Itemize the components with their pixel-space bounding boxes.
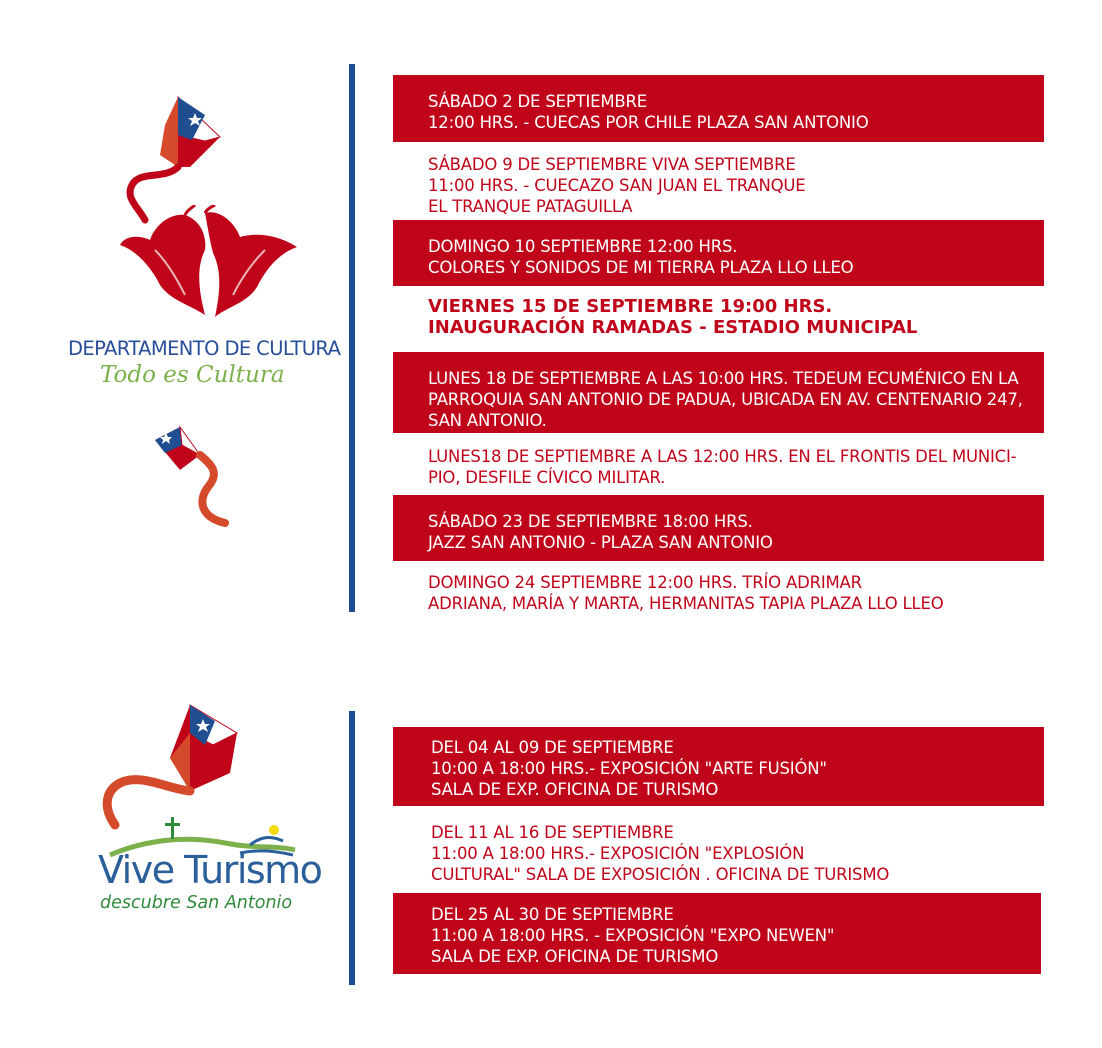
event-1-3: DOMINGO 10 SEPTIEMBRE 12:00 HRS. COLORES Y SONIDOS DE MI TIERRA PLAZA LLO LLEO [393, 220, 1044, 286]
vertical-divider-1 [349, 64, 355, 612]
small-kite-icon [150, 425, 245, 530]
event-1-4: VIERNES 15 DE SEPTIEMBRE 19:00 HRS. INAUGURACIÓN RAMADAS - ESTADIO MUNICIPAL [393, 292, 1044, 346]
sun-icon [268, 824, 280, 836]
event-1-8: DOMINGO 24 SEPTIEMBRE 12:00 HRS. TRÍO ADRIMAR ADRIANA, MARÍA Y MARTA, HERMANITAS TAPIA PLAZA LLO LLEO [393, 568, 1044, 618]
kite-icon [95, 703, 245, 833]
vertical-divider-2 [349, 711, 355, 985]
event-2-1: DEL 04 AL 09 DE SEPTIEMBRE 10:00 A 18:00 HRS.- EXPOSICIÓN "ARTE FUSIÓN" SALA DE EXP. OFICINA DE TURISMO [393, 727, 1044, 806]
turismo-logo-subtitle: descubre San Antonio [100, 893, 293, 913]
event-1-1: SÁBADO 2 DE SEPTIEMBRE 12:00 HRS. - CUECAS POR CHILE PLAZA SAN ANTONIO [393, 75, 1044, 142]
culture-logo-subtitle: Todo es Cultura [100, 362, 285, 388]
event-1-2: SÁBADO 9 DE SEPTIEMBRE VIVA SEPTIEMBRE 11:00 HRS. - CUECAZO SAN JUAN EL TRANQUE EL TRANQUE PATAGUILLA [393, 150, 1044, 218]
event-1-7: SÁBADO 23 DE SEPTIEMBRE 18:00 HRS. JAZZ SAN ANTONIO - PLAZA SAN ANTONIO [393, 495, 1044, 561]
event-1-5: LUNES 18 DE SEPTIEMBRE A LAS 10:00 HRS. TEDEUM ECUMÉNICO EN LA PARROQUIA SAN ANTONIO DE PADUA, UBICADA EN AV. CENTENARIO 247, SAN ANTONIO. [393, 352, 1044, 433]
event-2-2: DEL 11 AL 16 DE SEPTIEMBRE 11:00 A 18:00 HRS.- EXPOSICIÓN "EXPLOSIÓN CULTURAL" SALA DE EXPOSICIÓN . OFICINA DE TURISMO [393, 818, 1044, 886]
event-2-3: DEL 25 AL 30 DE SEPTIEMBRE 11:00 A 18:00 HRS. - EXPOSICIÓN "EXPO NEWEN" SALA DE EXP. OFICINA DE TURISMO [393, 893, 1041, 974]
copihue-flower-icon [115, 205, 305, 325]
culture-logo-title: DEPARTAMENTO DE CULTURA [68, 337, 341, 360]
event-1-6: LUNES18 DE SEPTIEMBRE A LAS 12:00 HRS. EN EL FRONTIS DEL MUNICI- PIO, DESFILE CÍVICO MILITAR. [393, 442, 1044, 492]
turismo-logo-title: Vive Turismo [98, 848, 322, 892]
